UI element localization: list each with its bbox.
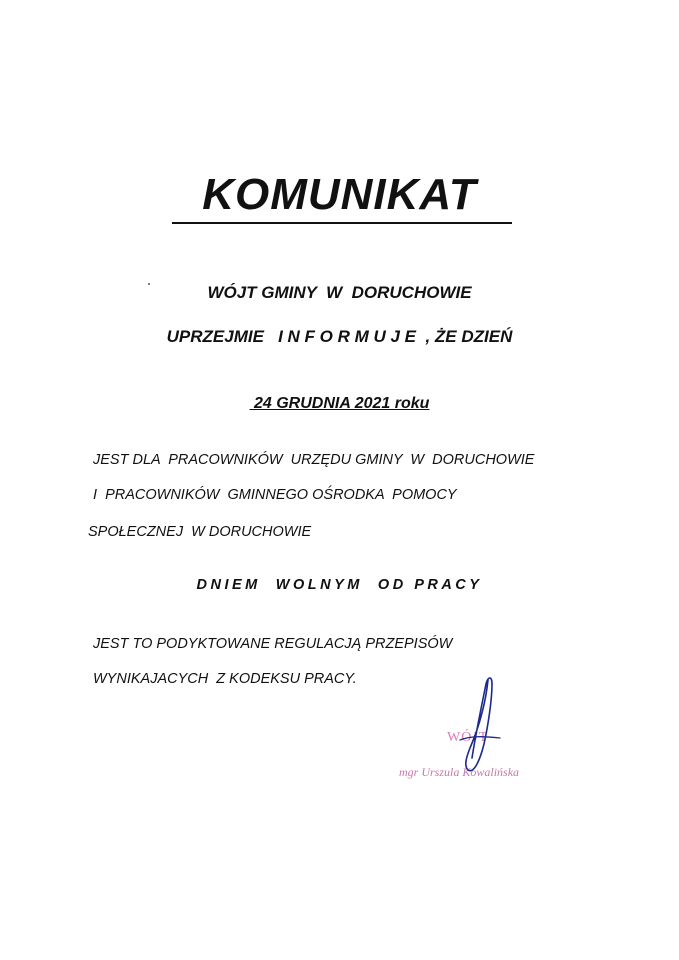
- body-line-2: I PRACOWNIKÓW GMINNEGO OŚRODKA POMOCY: [93, 487, 457, 503]
- body-line-3: SPOŁECZNEJ W DORUCHOWIE: [88, 524, 312, 540]
- heading-line-2: UPRZEJMIE I N F O R M U J E , ŻE DZIEŃ: [166, 327, 513, 346]
- stamp-name: mgr Urszula Kowalińska: [399, 765, 520, 779]
- day-off-statement: DNIEM WOLNYM OD PRACY: [196, 577, 483, 593]
- heading-line-1: WÓJT GMINY W DORUCHOWIE: [207, 283, 472, 302]
- note-line-2: WYNIKAJACYCH Z KODEKSU PRACY.: [93, 671, 357, 687]
- title-underline: [172, 222, 512, 224]
- note-line-1: JEST TO PODYKTOWANE REGULACJĄ PRZEPISÓW: [93, 636, 453, 652]
- body-line-1: JEST DLA PRACOWNIKÓW URZĘDU GMINY W DORUCHOWIE: [93, 452, 535, 468]
- announcement-date: 24 GRUDNIA 2021 roku: [249, 395, 430, 412]
- stamp-title: WÓJT: [447, 730, 489, 745]
- handwritten-signature: [430, 670, 550, 780]
- document-title: KOMUNIKAT: [202, 170, 477, 219]
